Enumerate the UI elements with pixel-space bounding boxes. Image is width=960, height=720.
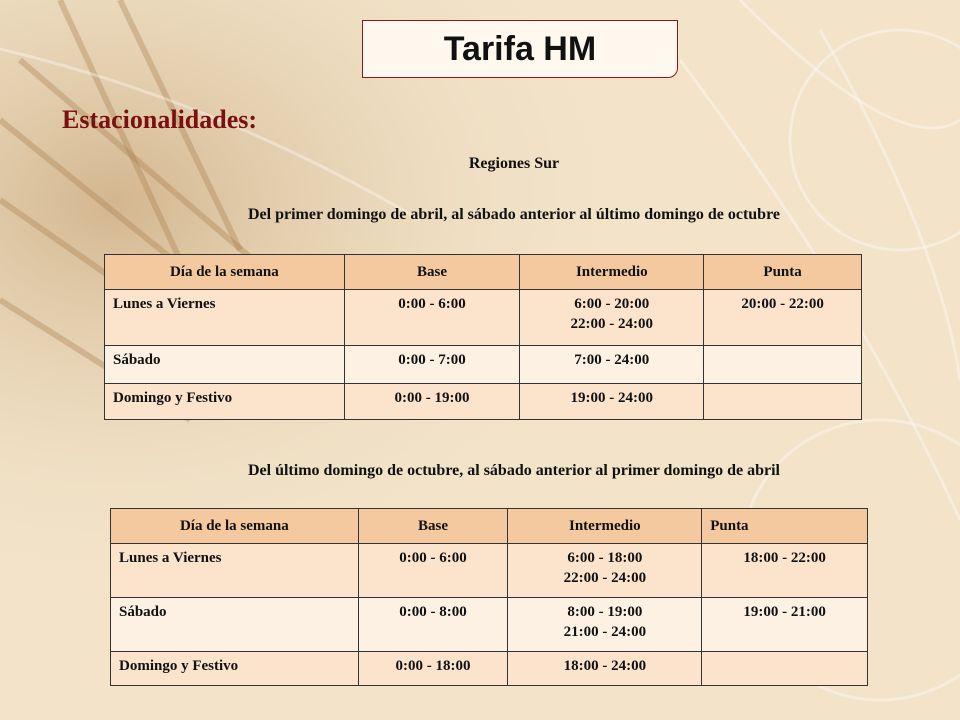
- period-2-label: Del último domingo de octubre, al sábado anterior al primer domingo de abril: [247, 462, 780, 479]
- table-row: [105, 384, 862, 420]
- header-intermedio: Intermedio: [520, 255, 704, 290]
- header-day: Día de la semana: [111, 509, 359, 544]
- intermedio-line-1: 6:00 - 20:00: [574, 296, 650, 312]
- header-punta: Punta: [704, 255, 862, 290]
- intermedio-line-1: 8:00 - 19:00: [567, 604, 643, 620]
- cell-base: 0:00 - 8:00: [358, 598, 508, 652]
- intermedio-line-1: 18:00 - 24:00: [563, 658, 647, 674]
- cell-day: Sábado: [111, 598, 359, 652]
- cell-intermedio: [508, 598, 702, 652]
- cell-day: Domingo y Festivo: [111, 652, 359, 686]
- intermedio-line-1: 19:00 - 24:00: [570, 390, 654, 406]
- cell-intermedio: [520, 290, 704, 346]
- table-row: [111, 598, 868, 652]
- tariff-table-winter: [110, 508, 868, 686]
- cell-day: Lunes a Viernes: [105, 290, 345, 346]
- intermedio-line-2: 22:00 - 24:00: [563, 570, 647, 586]
- table-row: [105, 346, 862, 384]
- cell-punta: 18:00 - 22:00: [702, 544, 868, 598]
- section-title: Estacionalidades:: [62, 105, 258, 134]
- cell-day: Domingo y Festivo: [105, 384, 345, 420]
- cell-punta: 20:00 - 22:00: [704, 290, 862, 346]
- cell-punta: [702, 652, 868, 686]
- table-header-row: [105, 255, 862, 290]
- header-intermedio: Intermedio: [508, 509, 702, 544]
- table-header-row: [111, 509, 868, 544]
- cell-punta: 19:00 - 21:00: [702, 598, 868, 652]
- cell-punta: [704, 346, 862, 384]
- intermedio-line-1: 7:00 - 24:00: [574, 352, 650, 368]
- intermedio-line-1: 6:00 - 18:00: [567, 550, 643, 566]
- intermedio-line-2: 21:00 - 24:00: [563, 624, 647, 640]
- table-row: [105, 290, 862, 346]
- region-label: Regiones Sur: [468, 155, 560, 172]
- cell-intermedio: [508, 652, 702, 686]
- intermedio-line-2: 22:00 - 24:00: [570, 316, 654, 332]
- cell-intermedio: [508, 544, 702, 598]
- page-title: Tarifa HM: [443, 29, 597, 68]
- cell-base: 0:00 - 18:00: [358, 652, 508, 686]
- cell-intermedio: [520, 384, 704, 420]
- header-punta: Punta: [702, 509, 868, 544]
- tariff-table-summer: [104, 254, 862, 420]
- table-row: [111, 544, 868, 598]
- period-1-label: Del primer domingo de abril, al sábado anterior al último domingo de octubre: [247, 206, 780, 223]
- cell-base: 0:00 - 6:00: [344, 290, 520, 346]
- header-base: Base: [358, 509, 508, 544]
- header-base: Base: [344, 255, 520, 290]
- cell-base: 0:00 - 6:00: [358, 544, 508, 598]
- cell-punta: [704, 384, 862, 420]
- cell-base: 0:00 - 7:00: [344, 346, 520, 384]
- table-row: [111, 652, 868, 686]
- cell-day: Sábado: [105, 346, 345, 384]
- title-box: [362, 20, 678, 78]
- cell-base: 0:00 - 19:00: [344, 384, 520, 420]
- cell-intermedio: [520, 346, 704, 384]
- cell-day: Lunes a Viernes: [111, 544, 359, 598]
- header-day: Día de la semana: [105, 255, 345, 290]
